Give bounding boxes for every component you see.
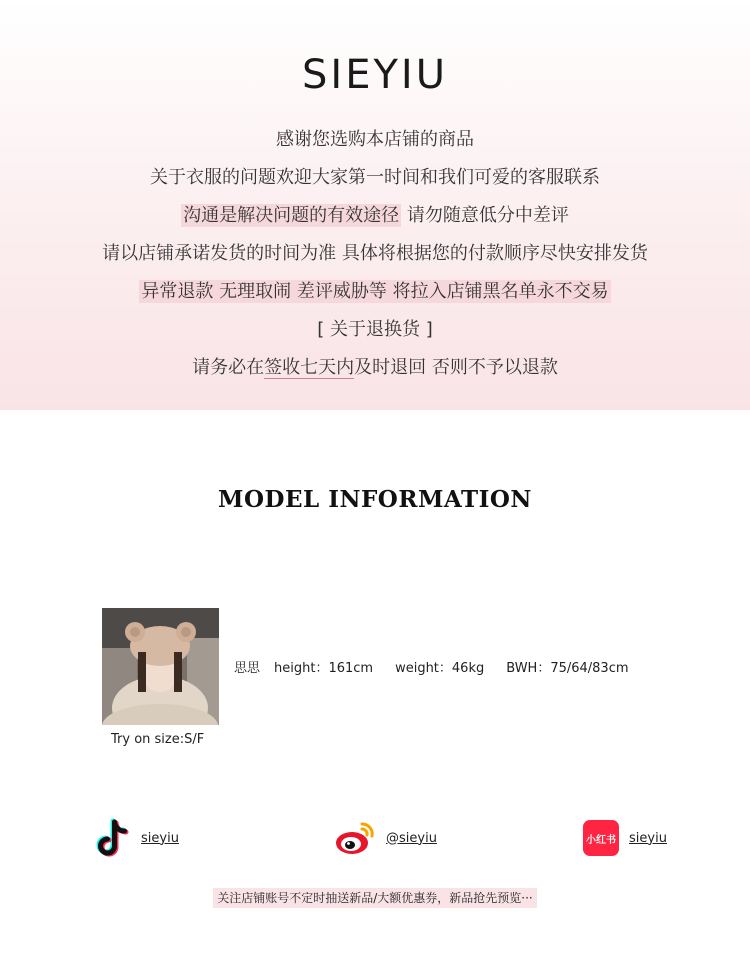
social-xiaohongshu[interactable] xyxy=(583,818,667,858)
notice-line-7 xyxy=(0,356,750,380)
social-tiktok[interactable] xyxy=(93,818,179,858)
notice-line-6: [ 关于退换货 ] xyxy=(317,319,433,340)
tiktok-icon xyxy=(93,818,131,858)
brand-logo: SIEYIU xyxy=(302,52,448,98)
xiaohongshu-icon-text: 小红书 xyxy=(586,834,616,846)
notice-line-3 xyxy=(0,204,750,228)
model-photo-illustration xyxy=(102,608,219,725)
tiktok-handle[interactable]: sieyiu xyxy=(141,830,179,846)
weibo-handle[interactable]: @sieyiu xyxy=(386,830,437,846)
xiaohongshu-icon xyxy=(583,820,619,856)
notice-line-2: 关于衣服的问题欢迎大家第一时间和我们可爱的客服联系 xyxy=(150,167,600,188)
notice-line-3-highlight: 沟通是解决问题的有效途径 xyxy=(183,205,400,226)
model-bwh: BWH：75/64/83cm xyxy=(506,661,629,676)
weibo-icon xyxy=(334,818,376,858)
model-height: height：161cm xyxy=(274,661,374,676)
notice-line-1: 感谢您选购本店铺的商品 xyxy=(276,129,474,150)
model-name: 思思 xyxy=(234,661,261,676)
notice-line-7-c: 及时退回 否则不予以退款 xyxy=(354,357,558,378)
try-on-size: Try on size:S/F xyxy=(111,732,205,747)
notice-line-7-underlined: 签收七天内 xyxy=(264,357,355,378)
notice-line-5-highlight: 异常退款 无理取闹 差评威胁等 将拉入店铺黑名单永不交易 xyxy=(141,281,609,302)
model-photo xyxy=(102,608,219,725)
notice-line-3-rest: 请勿随意低分中差评 xyxy=(401,205,569,226)
notice-line-4: 请以店铺承诺发货的时间为准 具体将根据您的付款顺序尽快安排发货 xyxy=(102,243,648,264)
follow-footer xyxy=(0,889,750,906)
notice-line-5 xyxy=(0,280,750,304)
model-stats xyxy=(234,657,629,676)
model-weight: weight：46kg xyxy=(395,661,485,676)
xiaohongshu-handle[interactable]: sieyiu xyxy=(629,830,667,846)
social-weibo[interactable] xyxy=(334,818,437,858)
follow-footer-text: 关注店铺账号不定时抽送新品/大额优惠券，新品抢先预览··· xyxy=(213,888,537,908)
model-section-title: MODEL INFORMATION xyxy=(218,486,532,513)
notice-line-7-a: 请务必在 xyxy=(192,357,265,378)
